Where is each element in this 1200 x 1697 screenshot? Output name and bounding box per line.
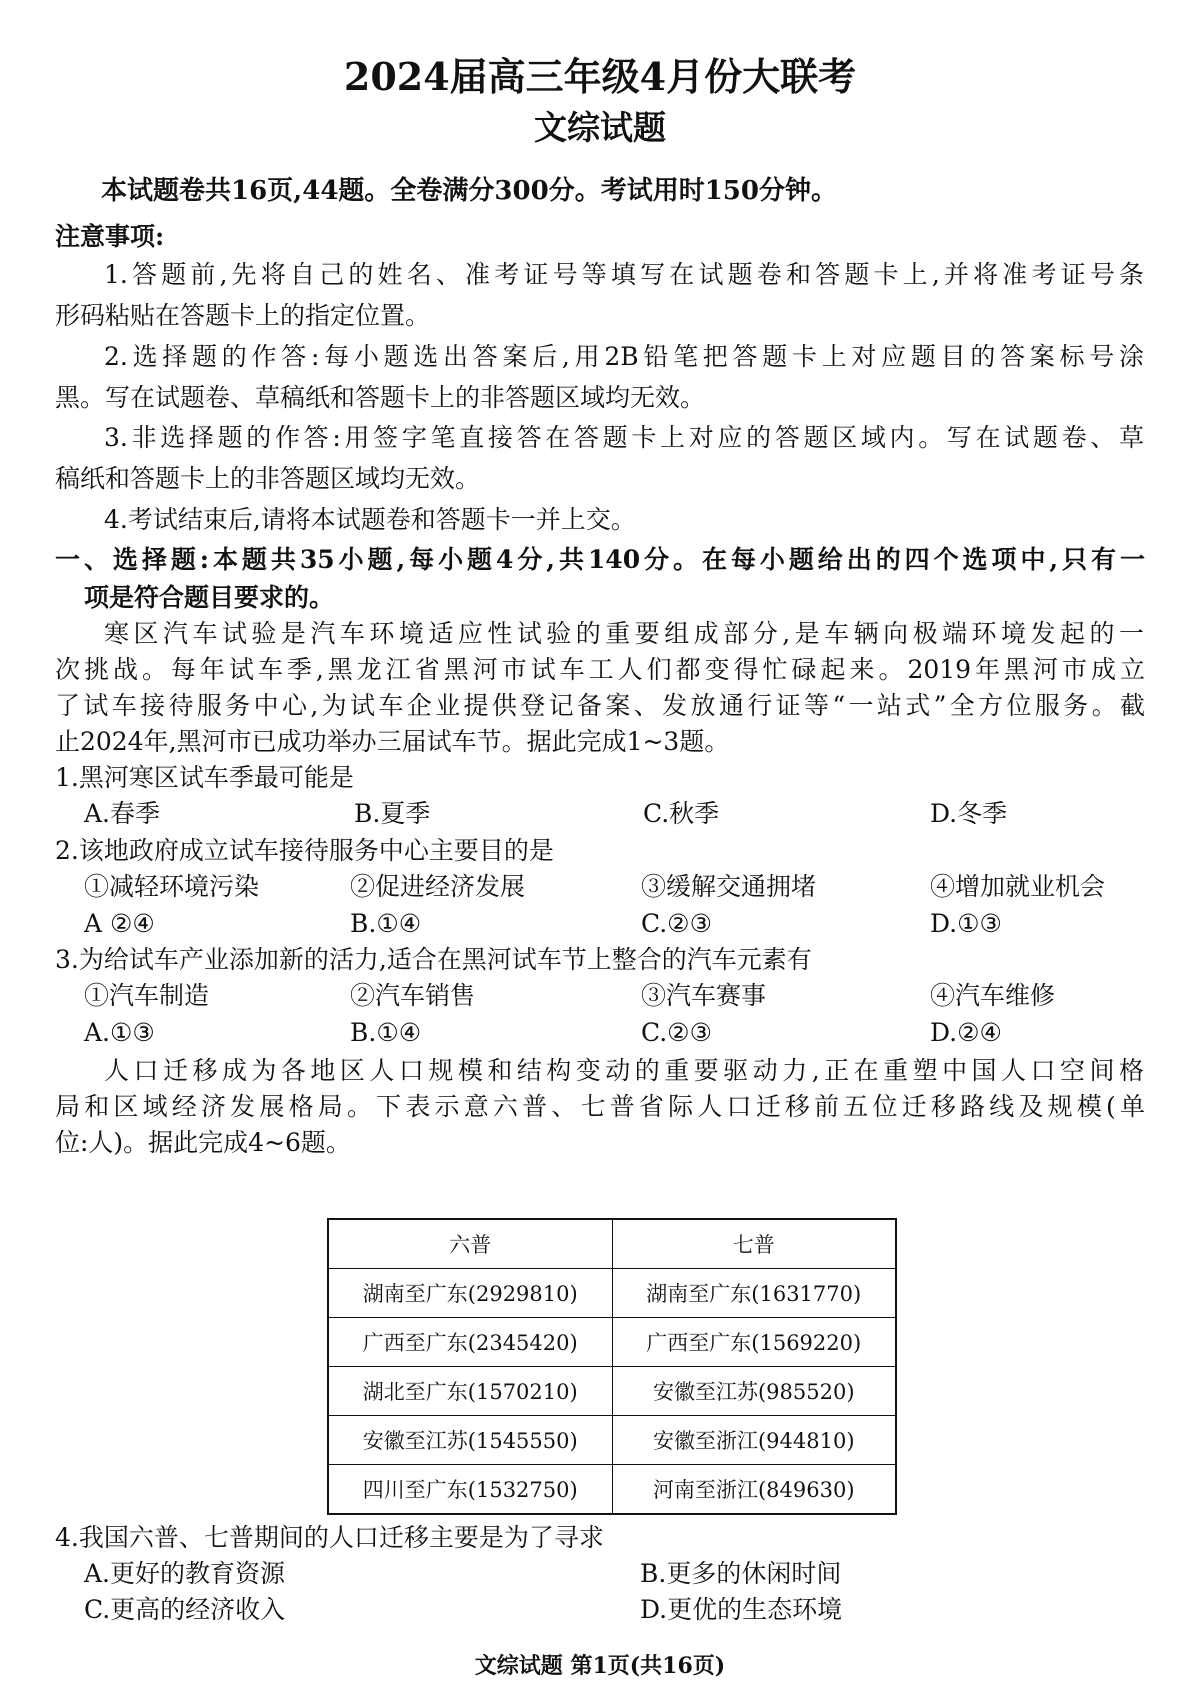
- table-row: [328, 1416, 896, 1465]
- question-3-option-d: D.②④: [930, 1018, 1002, 1047]
- question-2-item-1: ①减轻环境污染: [84, 872, 260, 901]
- question-3-option-a: A.①③: [84, 1018, 155, 1047]
- question-2-item-2: ②促进经济发展: [350, 872, 526, 901]
- table-row: [328, 1268, 896, 1317]
- passage-1-line-2: 次挑战。每年试车季,黑龙江省黑河市试车工人们都变得忙碌起来。2019年黑河市成立: [55, 655, 1145, 684]
- question-2-item-4: ④增加就业机会: [930, 872, 1106, 901]
- table-header-row: [328, 1219, 896, 1268]
- table-header-cell: 七普: [612, 1219, 896, 1268]
- question-1-option-d: D.冬季: [930, 799, 1008, 828]
- question-4-option-a: A.更好的教育资源: [84, 1559, 286, 1588]
- table-cell: 河南至浙江(849630): [612, 1465, 896, 1514]
- question-3-option-c: C.②③: [641, 1018, 713, 1047]
- migration-table: [327, 1218, 897, 1515]
- passage-2-line-2: 局和区域经济发展格局。下表示意六普、七普省际人口迁移前五位迁移路线及规模(单: [55, 1092, 1145, 1121]
- exam-title: 2024届高三年级4月份大联考: [343, 54, 857, 99]
- notice-item-4: 4.考试结束后,请将本试题卷和答题卡一并上交。: [104, 505, 636, 534]
- question-1-option-c: C.秋季: [643, 799, 720, 828]
- question-3-option-b: B.①④: [350, 1018, 422, 1047]
- question-4-option-d: D.更优的生态环境: [640, 1595, 843, 1624]
- question-2-option-d: D.①③: [930, 909, 1002, 938]
- question-3-item-2: ②汽车销售: [350, 981, 476, 1010]
- question-3-item-1: ①汽车制造: [84, 981, 210, 1010]
- passage-1-line-4: 止2024年,黑河市已成功举办三届试车节。据此完成1~3题。: [55, 727, 730, 756]
- notice-item-3-line-1: 3.非选择题的作答:用签字笔直接答在答题卡上对应的答题区域内。写在试题卷、草: [104, 423, 1144, 452]
- question-3-stem: 3.为给试车产业添加新的活力,适合在黑河试车节上整合的汽车元素有: [55, 945, 812, 974]
- table-row: [328, 1465, 896, 1514]
- table-cell: 湖北至广东(1570210): [328, 1366, 612, 1415]
- table-cell: 湖南至广东(2929810): [328, 1268, 612, 1317]
- question-3-item-3: ③汽车赛事: [641, 981, 767, 1010]
- table-cell: 广西至广东(1569220): [612, 1317, 896, 1366]
- table-cell: 湖南至广东(1631770): [612, 1268, 896, 1317]
- table-header-cell: 六普: [328, 1219, 612, 1268]
- notice-item-3-line-2: 稿纸和答题卡上的非答题区域均无效。: [55, 464, 481, 493]
- section-1-heading: 一、选择题:本题共35小题,每小题4分,共140分。在每小题给出的四个选项中,只有一: [55, 545, 1145, 574]
- question-3-item-4: ④汽车维修: [930, 981, 1056, 1010]
- exam-subtitle: 文综试题: [534, 108, 666, 147]
- question-4-option-b: B.更多的休闲时间: [640, 1559, 842, 1588]
- notice-item-2-line-2: 黑。写在试题卷、草稿纸和答题卡上的非答题区域均无效。: [55, 383, 706, 412]
- section-1-heading-cont: 项是符合题目要求的。: [84, 583, 335, 612]
- passage-1-line-1: 寒区汽车试验是汽车环境适应性试验的重要组成部分,是车辆向极端环境发起的一: [104, 619, 1144, 648]
- passage-2-line-1: 人口迁移成为各地区人口规模和结构变动的重要驱动力,正在重塑中国人口空间格: [104, 1056, 1144, 1085]
- passage-2-line-3: 位:人)。据此完成4~6题。: [55, 1128, 351, 1157]
- table-row: [328, 1317, 896, 1366]
- question-2-item-3: ③缓解交通拥堵: [641, 872, 817, 901]
- table-cell: 四川至广东(1532750): [328, 1465, 612, 1514]
- question-1-stem: 1.黑河寒区试车季最可能是: [55, 763, 354, 792]
- question-4-option-c: C.更高的经济收入: [84, 1595, 286, 1624]
- question-1-option-a: A.春季: [84, 799, 161, 828]
- table-cell: 广西至广东(2345420): [328, 1317, 612, 1366]
- notice-item-1-line-2: 形码粘贴在答题卡上的指定位置。: [55, 301, 431, 330]
- question-2-option-a: A ②④: [84, 909, 155, 938]
- exam-intro: 本试题卷共16页,44题。全卷满分300分。考试用时150分钟。: [101, 176, 837, 206]
- table-row: [328, 1366, 896, 1415]
- question-2-option-c: C.②③: [641, 909, 713, 938]
- passage-1-line-3: 了试车接待服务中心,为试车企业提供登记备案、发放通行证等“一站式”全方位服务。截: [55, 691, 1145, 720]
- table-cell: 安徽至江苏(1545550): [328, 1416, 612, 1465]
- question-2-option-b: B.①④: [350, 909, 422, 938]
- notice-item-2-line-1: 2.选择题的作答:每小题选出答案后,用2B铅笔把答题卡上对应题目的答案标号涂: [104, 342, 1144, 371]
- page-footer: 文综试题 第1页(共16页): [474, 1653, 726, 1679]
- notice-heading: 注意事项:: [55, 222, 165, 251]
- table-cell: 安徽至浙江(944810): [612, 1416, 896, 1465]
- table-cell: 安徽至江苏(985520): [612, 1366, 896, 1415]
- notice-item-1-line-1: 1.答题前,先将自己的姓名、准考证号等填写在试题卷和答题卡上,并将准考证号条: [104, 260, 1144, 289]
- question-4-stem: 4.我国六普、七普期间的人口迁移主要是为了寻求: [55, 1523, 604, 1552]
- question-1-option-b: B.夏季: [354, 799, 431, 828]
- question-2-stem: 2.该地政府成立试车接待服务中心主要目的是: [55, 836, 554, 865]
